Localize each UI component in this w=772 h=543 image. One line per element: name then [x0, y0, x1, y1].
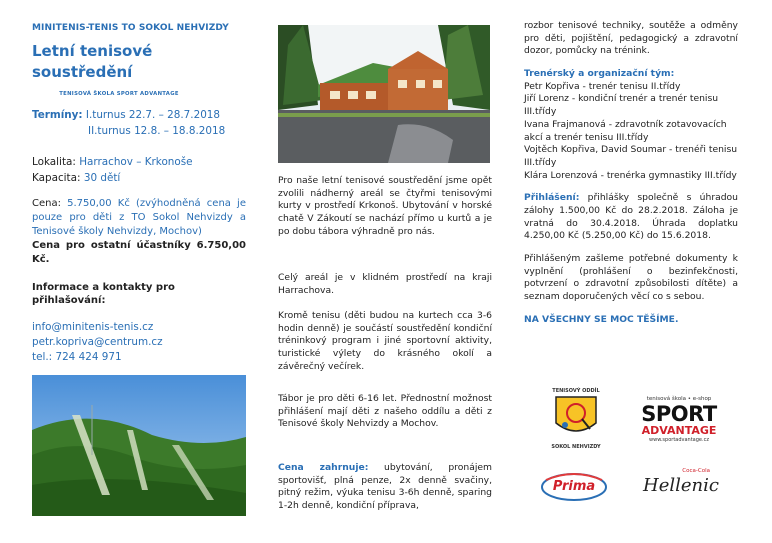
mountain-chalet-photo: [278, 25, 490, 163]
includes-continuation: rozbor tenisové techniky, soutěže a odměny pro děti, pojištění, pedagogický a zdravotní dozor, pomůcky na trénink.: [524, 20, 738, 57]
signup-text: přihlášky společně s úhradou zálohy 1.500,00 Kč do 28.2.2018. Záloha je vratná do 30.4.2018. Úhrada doplatku 4.250,00 Kč (5.250,00 Kč) do 15.6.2018.: [524, 192, 739, 242]
team-block: [524, 68, 738, 182]
age-paragraph: Tábor je pro děti 6-16 let. Přednostní možnost přihlášení mají děti z našeho oddílu a děti z Tenisové školy Nehvizdy a Mochov.: [278, 393, 492, 430]
school-subtitle: TENISOVÁ ŠKOLA SPORT ADVANTAGE: [59, 90, 179, 97]
includes-paragraph: [278, 462, 492, 513]
price-text: 5.750,00 Kč (zvýhodněná cena je pouze pro děti z TO Sokol Nehvizdy a Tenisové školy Nehvizdy, Mochov): [32, 197, 246, 237]
terms-label: Termíny:: [32, 109, 83, 122]
sport-word: SPORT: [641, 401, 717, 426]
contact-list: [32, 320, 246, 365]
prima-logo: [540, 470, 608, 502]
team-member: Jiří Lorenz - kondiční trenér a trenér tenisu III.třídy: [524, 93, 719, 118]
terms-block: [32, 108, 246, 139]
location-label: Lokalita:: [32, 156, 76, 169]
sport-small-text: tenisová škola • e-shop: [646, 396, 712, 402]
sokol-nehvizdy-logo: [548, 388, 604, 456]
term-1: I.turnus 22.7. – 28.7.2018: [85, 109, 221, 122]
right-column: [524, 0, 738, 326]
ski-jump-hills-photo: [32, 375, 246, 516]
team-member: Vojtěch Kopřiva, David Soumar - trenéři tenisu III.třídy: [524, 144, 738, 168]
capacity-label: Kapacita:: [32, 171, 81, 184]
sport-advantage-logo: [634, 396, 724, 452]
phone-number: tel.: 724 424 971: [32, 351, 122, 364]
intro-paragraph: Pro naše letní tenisové soustředění jsme opět zvolili nádherný areál se čtyřmi tenisovými kurty v prostředí Krkonoš. Ubytování v horské chatě V Zákoutí se nachází přímo u kurtů a je po dobu tábora výhradně pro nás.: [278, 175, 492, 237]
team-member: Ivana Frajmanová - zdravotník zotavovacích akcí a trenér tenisu III.třídy: [524, 118, 727, 143]
advantage-word: ADVANTAGE: [641, 423, 717, 437]
sokol-logo-bottom: SOKOL NEHVIZDY: [551, 443, 601, 450]
left-column: [32, 0, 246, 406]
documents-paragraph: Přihlášeným zašleme potřebné dokumenty k vyplnění (prohlášení o bezinfekčnosti, potvrzení o zdravotní způsobilosti dítěte) a seznam doporučených věcí co s sebou.: [524, 253, 738, 303]
sport-url: www.sportadvantage.cz: [649, 436, 709, 443]
closing-line: NA VŠECHNY SE MOC TĚŠÍME.: [524, 313, 679, 325]
includes-text: ubytování, pronájem sportovišť, plná penze, 2x denně svačiny, pitný režim, výuka tenisu 3-6h denně, sparing 1-2h denně, kondiční příprava,: [278, 462, 492, 512]
hellenic-tag: Coca-Cola: [682, 468, 710, 474]
hellenic-word: Hellenic: [643, 474, 719, 496]
area-paragraph: Celý areál je v klidném prostředí na kraji Harrachova.: [278, 272, 492, 296]
location-block: [32, 155, 246, 186]
hellenic-logo: [638, 468, 724, 504]
term-2: II.turnus 12.8. – 18.8.2018: [88, 124, 226, 137]
sokol-logo-top: TENISOVÝ ODDÍL: [552, 388, 600, 394]
signup-label: Přihlášení:: [524, 192, 580, 204]
org-header: MINITENIS-TENIS TO SOKOL NEHVIZDY: [32, 23, 229, 33]
email-link-2[interactable]: petr.kopriva@centrum.cz: [32, 336, 163, 349]
price-block: [32, 197, 246, 267]
location-value: Harrachov – Krkonoše: [79, 156, 193, 169]
price-other: Cena pro ostatní účastníky 6.750,00 Kč.: [32, 239, 246, 265]
program-paragraph: Kromě tenisu (děti budou na kurtech cca 3-6 hodin denně) je součástí soustředění kondiční tréninkový program i jiné sportovní aktivity, turistické výlety do krásného okolí a závěrečný večírek.: [278, 310, 492, 372]
signup-block: [524, 192, 738, 243]
email-link-1[interactable]: info@minitenis-tenis.cz: [32, 321, 154, 334]
contact-heading: Informace a kontakty pro přihlašování:: [32, 281, 175, 307]
page-title: Letní tenisové soustředění: [32, 42, 153, 82]
capacity-value: 30 dětí: [83, 171, 121, 184]
team-member: Petr Kopřiva - trenér tenisu II.třídy: [524, 80, 681, 92]
includes-label: Cena zahrnuje:: [278, 462, 369, 473]
team-member: Klára Lorenzová - trenérka gymnastiky III.třídy: [524, 169, 737, 181]
prima-word: Prima: [552, 479, 596, 494]
team-heading: Trenérský a organizační tým:: [524, 68, 675, 80]
price-label: Cena:: [32, 197, 61, 209]
